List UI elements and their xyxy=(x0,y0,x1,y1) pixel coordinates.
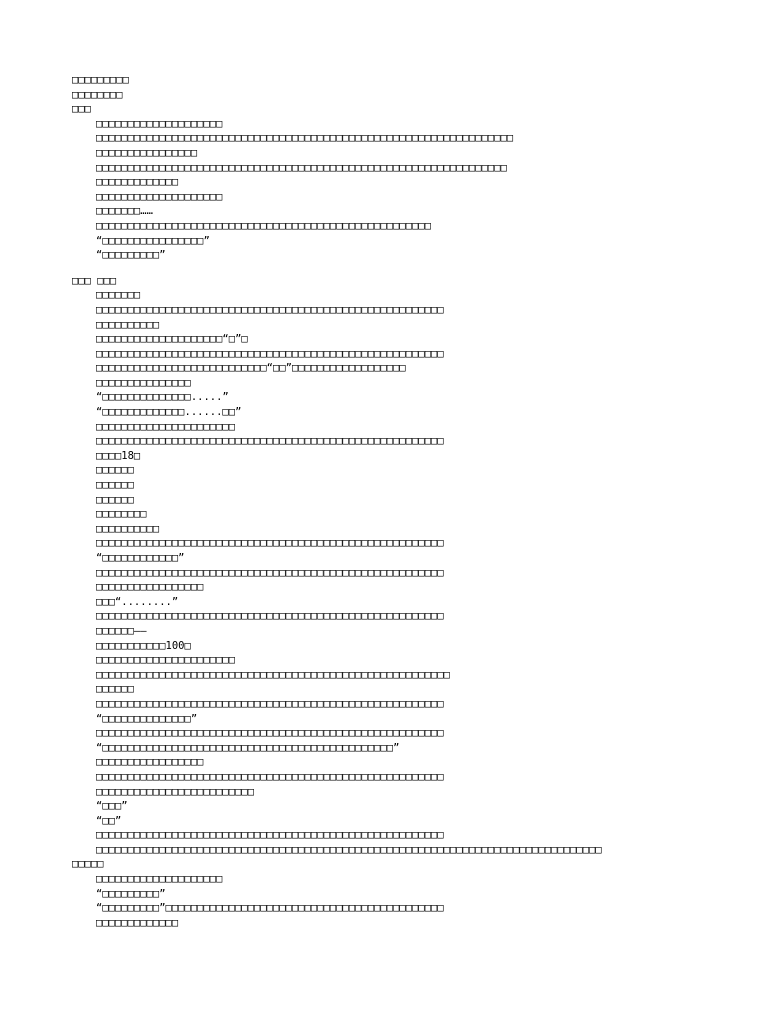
body-line: □□□□18□ xyxy=(96,449,141,462)
body-line: “□□□□□□□□□□□□□□” xyxy=(96,712,198,725)
body-line: □□□□□□□□□□□□□□□□□□□□□□□□□□□□□□□□□□□□□□□□□□□□□□□□□□□□□□□ xyxy=(96,697,444,710)
body-line: □□□□□□□□□□□□□□□ xyxy=(96,376,191,389)
body-line: □□□□□□□□□□□□□□□□□□□□□□ xyxy=(96,654,236,667)
body-line: □□□□□□□□□□ xyxy=(96,522,160,535)
body-line: □□□□□□□□□□□□□□□□□□□□□□□□□□□□□□□□□□□□□□□□□□□□□□□□□□□□□□□ xyxy=(96,435,444,448)
body-line: □□□□□□□□□□□□□□□□□□□□□□□□□□□□□□□□□□□□□□□□□□□□□□□□□□□□□□□ xyxy=(96,537,444,550)
body-line: “□□□□□□□□□” xyxy=(96,249,166,262)
body-line: □□□□□□□…… xyxy=(96,205,153,218)
body-line: □□□□□□□□□□□□□□□□□□□□ xyxy=(96,190,223,203)
body-line: □□□□□□ xyxy=(96,479,134,492)
body-line: □□□□□□□□□□□□□□□□□□□□□□□□□□□□□□□□□□□□□□□□□□□□□□□□□□□□□□□□ xyxy=(96,668,451,681)
body-line: □□□□□□□ xyxy=(96,289,141,302)
body-line: □□□□□□□□□□□□□□□□□ xyxy=(96,581,204,594)
body-line: “□□□□□□□□□” xyxy=(96,887,166,900)
heading-line: □□□ xyxy=(72,103,91,116)
body-line: □□□□□□□□□□□□□□□□ xyxy=(96,146,198,159)
blank-line xyxy=(72,263,752,274)
body-line: “□□□” xyxy=(96,800,128,813)
body-line: “□□□□□□□□□□□□□□□□” xyxy=(96,234,210,247)
body-line: □□□□□□□□□□□100□ xyxy=(96,639,191,652)
body-line: □□□□□□ xyxy=(96,493,134,506)
body-line: □□□□□□ xyxy=(96,464,134,477)
body-line: “□□□□□□□□□”□□□□□□□□□□□□□□□□□□□□□□□□□□□□□□□□□□□□□□□□□□□□ xyxy=(96,902,444,915)
body-line: □□□□□□□□□□□□□□□□□□□□□□□□□□□□□□□□□□□□□□□□□□□□□□□□□□□□□□□ xyxy=(96,770,444,783)
heading-line: □□□□□□□□□ xyxy=(72,74,129,86)
body-line: □□□□□□□□□□□□□□□□□□□□□□□□□□□□□□□□□□□□□□□□□□□□□□□□□□□□□□□ xyxy=(96,303,444,316)
document-text xyxy=(72,73,752,930)
body-line: “□□□□□□□□□□□□□□□□□□□□□□□□□□□□□□□□□□□□□□□□□□□□□□” xyxy=(96,741,400,754)
body-line: □□□□□□□□□□ xyxy=(96,318,160,331)
body-line: “□□” xyxy=(96,814,122,827)
body-line: □□□□□□□□□□□□□□□□□□□□□□□□□□□□□□□□□□□□□□□□□□□□□□□□□□□□□□□ xyxy=(96,829,444,842)
body-line: “□□□□□□□□□□□□□......□□” xyxy=(96,406,242,419)
body-line: □□□□□□□□□□□□□□□□□□□□□□□□□□□□□□□□□□□□□□□□□□□□□□□□□□□□□□□□□□□□□□□□□□□□□□□□□□□□□□□□ xyxy=(96,843,602,856)
body-line: □□□□□□□□ xyxy=(96,508,147,521)
body-line: □□□□□□□□□□□□□□□□□□□□□□ xyxy=(96,420,236,433)
body-line: □□□□□□□□□□□□□□□□□□□□□□□□□□□□□□□□□□□□□□□□□□□□□□□□□□□□□□□□□□□□□□□□□ xyxy=(96,161,507,174)
body-line: □□□□□□ xyxy=(96,683,134,696)
body-line: □□□“........” xyxy=(96,595,179,608)
body-line: “□□□□□□□□□□□□” xyxy=(96,552,185,564)
body-line: □□□□□□□□□□□□□□□□□□□□□□□□□ xyxy=(96,785,255,798)
heading-line: □□□□□□□□ xyxy=(72,88,123,101)
body-line: □□□□□□□□□□□□□□□□□□□□□□□□□□□□□□□□□□□□□□□□□□□□□□□□□□□□□□□ xyxy=(96,727,444,740)
body-line: □□□□□□□□□□□□□□□□□□□□“□”□ xyxy=(96,333,248,346)
body-line: □□□□□□—— xyxy=(96,624,147,637)
body-line: □□□□□□□□□□□□□□□□□□□□□□□□□□□□□□□□□□□□□□□□□□□□□□□□□□□□□□□ xyxy=(96,566,444,579)
body-line: □□□□□□□□□□□□□□□□□□□□ xyxy=(96,117,223,130)
heading-line: □□□□□ xyxy=(72,858,104,871)
body-line: □□□□□□□□□□□□□□□□□□□□□□□□□□□“□□”□□□□□□□□□□□□□□□□□□ xyxy=(96,362,406,375)
body-line: □□□□□□□□□□□□□ xyxy=(96,916,179,929)
body-line: □□□□□□□□□□□□□□□□□□□□ xyxy=(96,873,223,886)
body-line: □□□□□□□□□□□□□□□□□□□□□□□□□□□□□□□□□□□□□□□□□□□□□□□□□□□□□ xyxy=(96,219,432,232)
body-line: □□□□□□□□□□□□□□□□□□□□□□□□□□□□□□□□□□□□□□□□□□□□□□□□□□□□□□□ xyxy=(96,610,444,623)
body-line: “□□□□□□□□□□□□□□.....” xyxy=(96,391,229,404)
body-line: □□□□□□□□□□□□□ xyxy=(96,176,179,189)
body-line: □□□□□□□□□□□□□□□□□□□□□□□□□□□□□□□□□□□□□□□□□□□□□□□□□□□□□□□□□□□□□□□□□□ xyxy=(96,132,514,145)
body-line: □□□□□□□□□□□□□□□□□ xyxy=(96,756,204,769)
body-line: □□□□□□□□□□□□□□□□□□□□□□□□□□□□□□□□□□□□□□□□□□□□□□□□□□□□□□□ xyxy=(96,347,444,360)
heading-line: □□□ □□□ xyxy=(72,274,117,287)
